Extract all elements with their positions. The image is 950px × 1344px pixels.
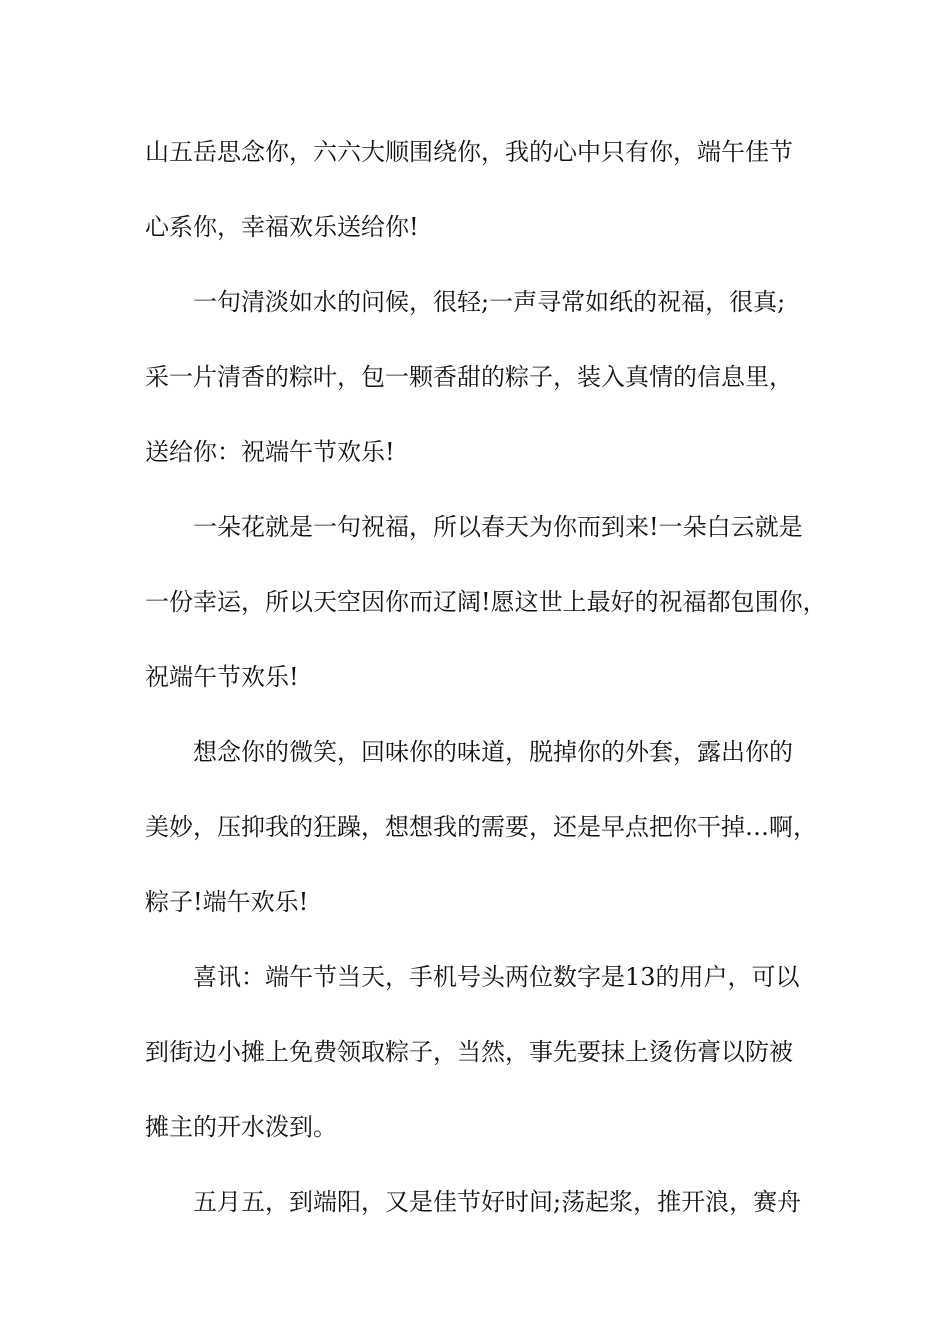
paragraph-line: 粽子!端午欢乐! <box>145 888 309 916</box>
paragraph-line: 五月五，到端阳，又是佳节好时间;荡起浆，推开浪，赛舟 <box>193 1188 802 1216</box>
paragraph-line: 采一片清香的粽叶，包一颗香甜的粽子，装入真情的信息里， <box>145 363 793 391</box>
paragraph-line: 一份幸运，所以天空因你而辽阔!愿这世上最好的祝福都包围你， <box>145 588 827 616</box>
paragraph-line: 一朵花就是一句祝福，所以春天为你而到来!一朵白云就是 <box>193 513 803 541</box>
paragraph-line: 心系你，幸福欢乐送给你! <box>145 213 419 241</box>
paragraph-line: 美妙，压抑我的狂躁，想想我的需要，还是早点把你干掉…啊， <box>145 813 817 841</box>
paragraph-line: 山五岳思念你，六六大顺围绕你，我的心中只有你，端午佳节 <box>145 138 793 166</box>
paragraph-line: 一句清淡如水的问候，很轻;一声寻常如纸的祝福，很真; <box>193 288 786 316</box>
paragraph-line: 想念你的微笑，回味你的味道，脱掉你的外套，露出你的 <box>193 738 793 766</box>
paragraph-line: 到街边小摊上免费领取粽子，当然，事先要抹上烫伤膏以防被 <box>145 1038 793 1066</box>
paragraph-line: 摊主的开水泼到。 <box>145 1113 337 1141</box>
paragraph-line: 祝端午节欢乐! <box>145 663 299 691</box>
paragraph-line: 喜讯：端午节当天，手机号头两位数字是13的用户，可以 <box>193 963 800 991</box>
paragraph-line: 送给你：祝端午节欢乐! <box>145 438 395 466</box>
